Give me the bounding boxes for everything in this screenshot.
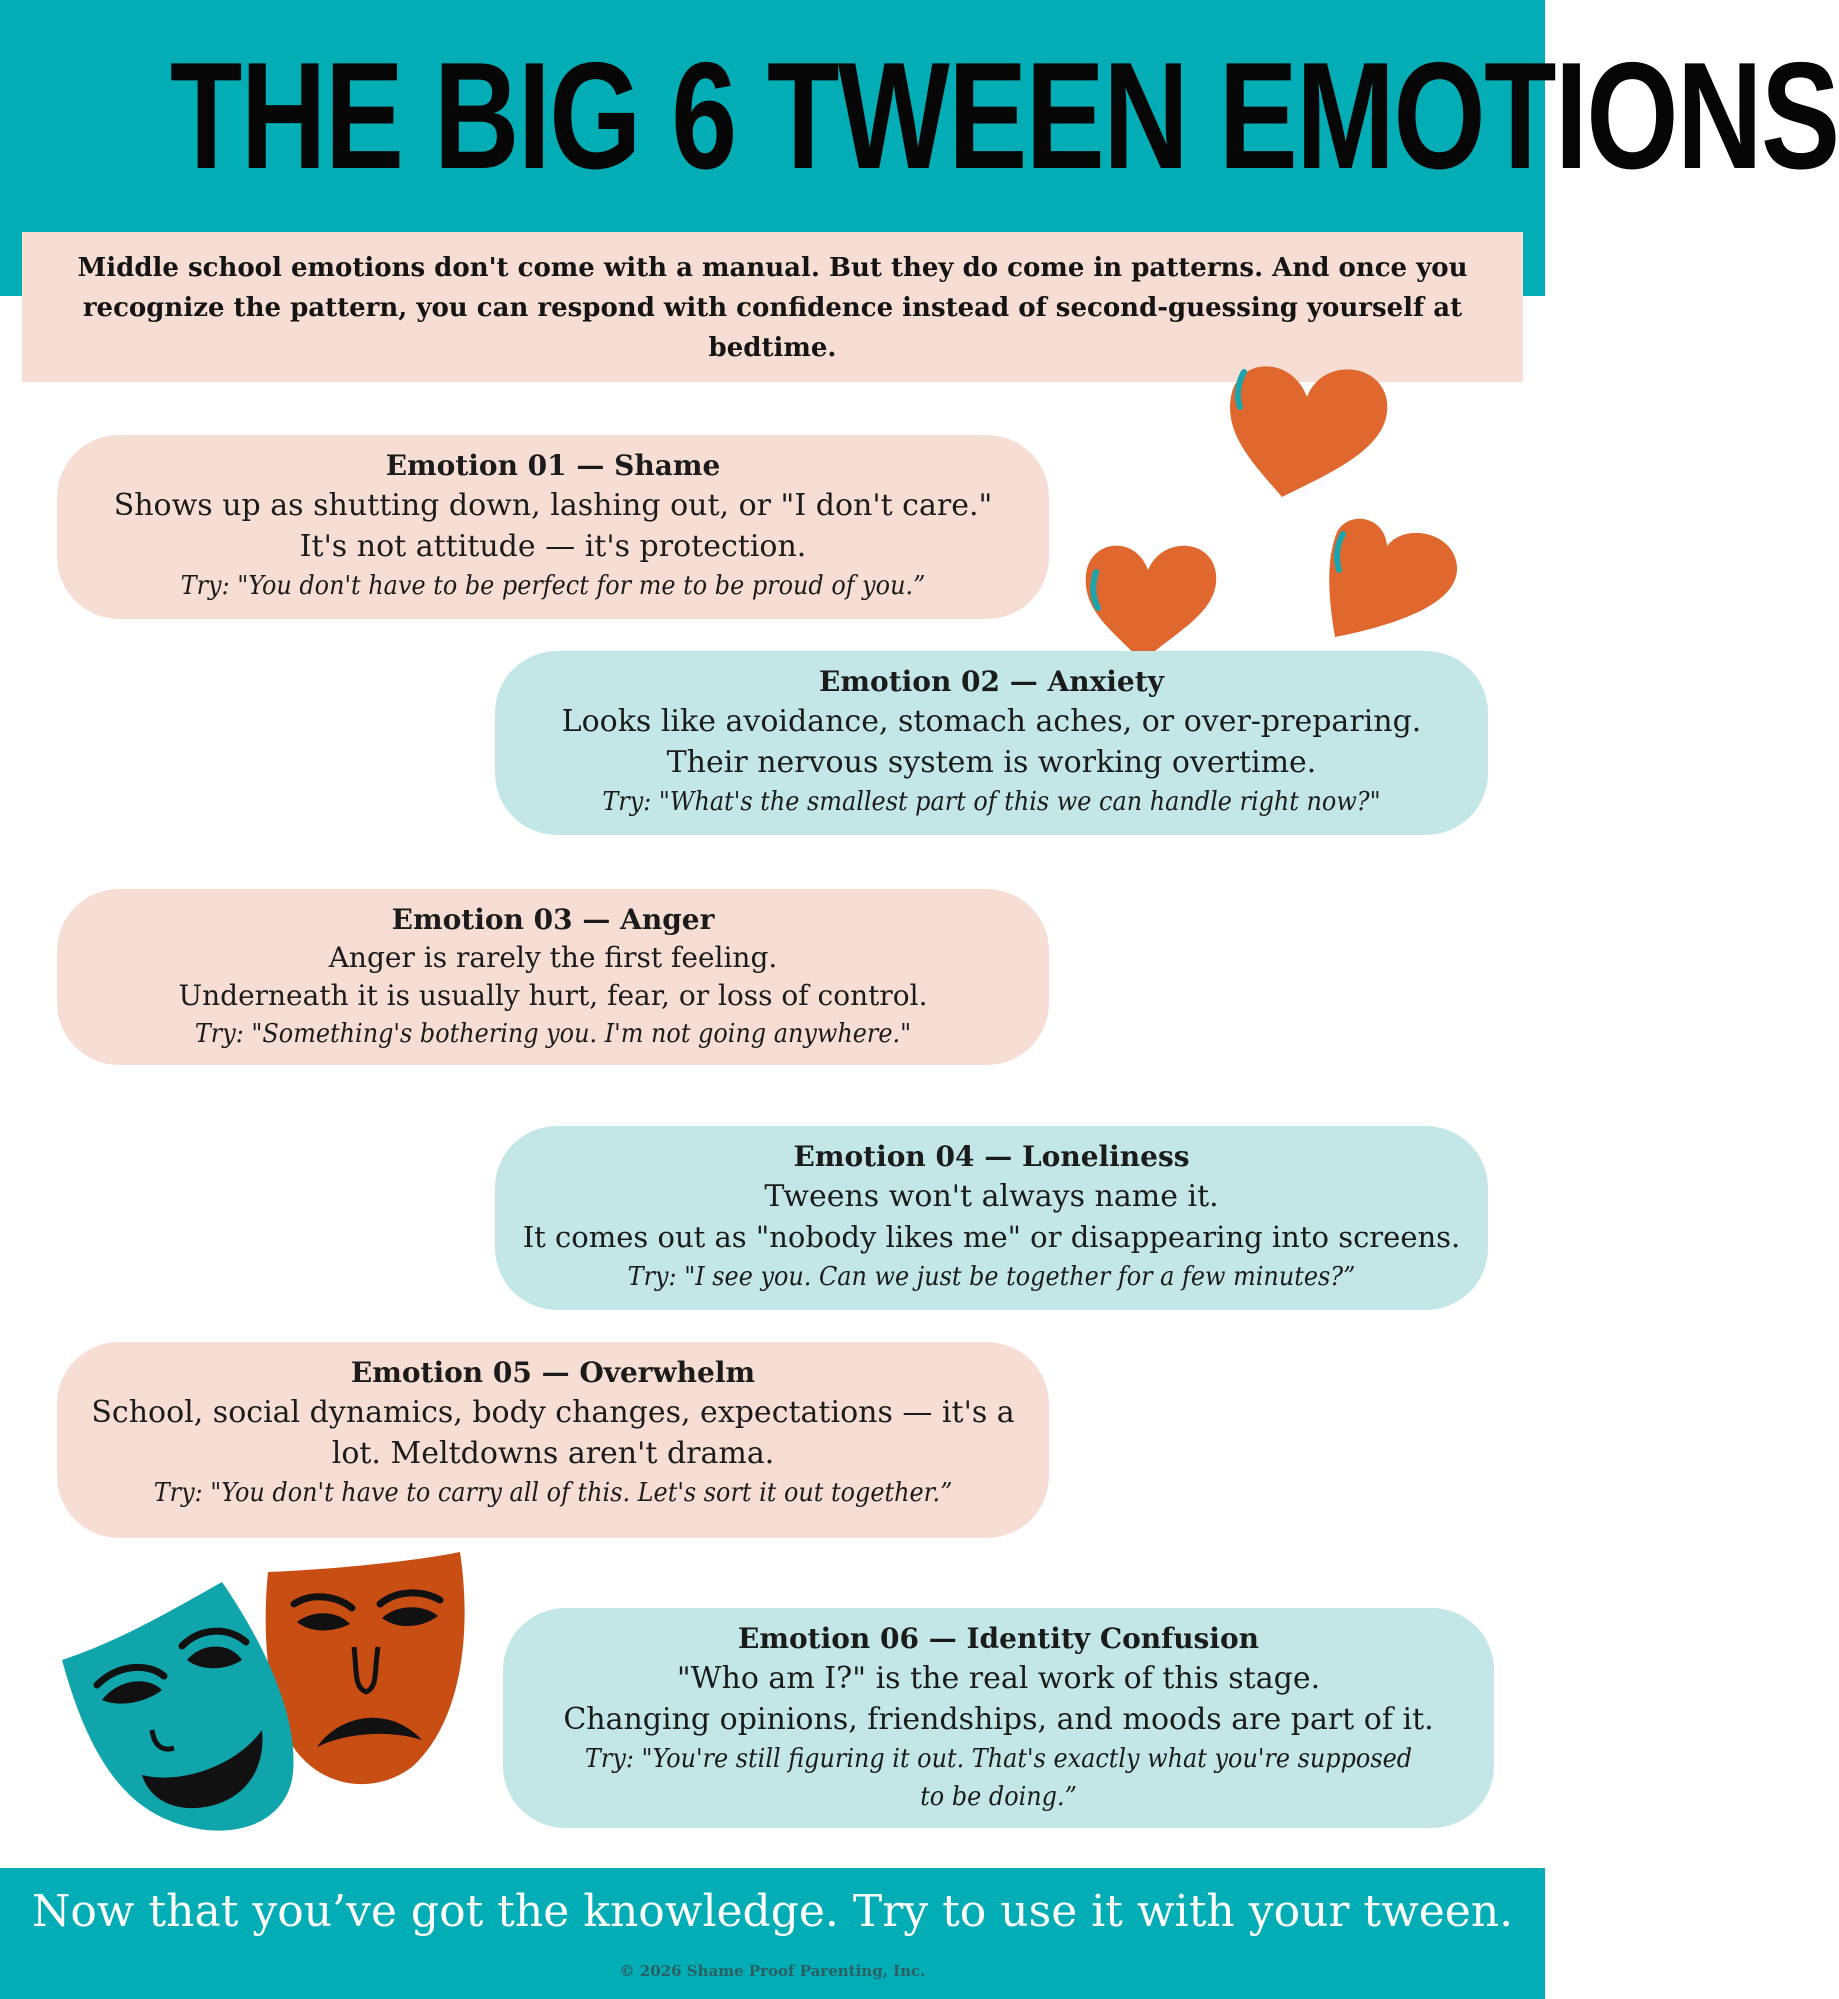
emotion-description-line: Shows up as shutting down, lashing out, or "I don't care." (113, 488, 993, 523)
emotion-description-line: Anger is rarely the first feeling. (328, 941, 778, 974)
emotion-card-06 (503, 1608, 1494, 1828)
heart-icon (1325, 512, 1460, 640)
emotion-heading: Emotion 05 — Overwhelm (350, 1356, 756, 1389)
emotion-heading: Emotion 06 — Identity Confusion (738, 1622, 1259, 1655)
heart-icon (1080, 532, 1220, 664)
emotion-heading: Emotion 04 — Loneliness (793, 1140, 1190, 1173)
intro-text: Middle school emotions don't come with a manual. But they do come in patterns. And once you recognize the pattern, you can respond with confidence instead of second-guessing yourself at bedtime. (22, 232, 1523, 382)
emotion-description-line: Their nervous system is working overtime. (666, 745, 1317, 780)
emotion-card-04 (495, 1126, 1488, 1310)
heart-icon (1222, 352, 1392, 500)
comedy-mask-icon (62, 1580, 302, 1835)
emotion-card-01 (57, 435, 1049, 619)
emotion-try-phrase: Try: "Something's bothering you. I'm not going anywhere." (194, 1019, 912, 1049)
emotion-try-phrase: Try: "What's the smallest part of this we can handle right now?" (602, 787, 1381, 817)
emotion-card-03 (57, 889, 1049, 1065)
emotion-try-phrase: Try: "You're still figuring it out. That's exactly what you're supposed to be doing.” (584, 1744, 1413, 1812)
emotion-heading: Emotion 02 — Anxiety (819, 665, 1164, 698)
emotion-description-line: It comes out as "nobody likes me" or disappearing into screens. (522, 1220, 1461, 1254)
footer-message: Now that you’ve got the knowledge. Try to use it with your tween. (31, 1886, 1514, 1937)
emotion-description-line: School, social dynamics, body changes, expectations — it's a (91, 1395, 1015, 1430)
emotion-description-line: "Who am I?" is the real work of this stage. (676, 1661, 1321, 1696)
emotion-description-line: Underneath it is usually hurt, fear, or loss of control. (178, 979, 928, 1012)
emotion-description-line: Changing opinions, friendships, and moods are part of it. (563, 1702, 1434, 1737)
page-title: THE BIG 6 TWEEN EMOTIONS (169, 31, 1839, 201)
emotion-description-line: Looks like avoidance, stomach aches, or over-preparing. (561, 704, 1422, 739)
emotion-try-phrase: Try: "I see you. Can we just be together for a few minutes?” (627, 1262, 1356, 1292)
emotion-heading: Emotion 01 — Shame (385, 449, 721, 482)
emotion-card-02 (495, 651, 1488, 835)
emotion-description-line: lot. Meltdowns aren't drama. (331, 1436, 775, 1471)
footer-band (0, 1868, 1545, 1999)
emotion-description-line: Tweens won't always name it. (764, 1179, 1219, 1214)
copyright-text: © 2026 Shame Proof Parenting, Inc. (619, 1962, 926, 1980)
emotion-description-line: It's not attitude — it's protection. (299, 529, 807, 564)
emotion-heading: Emotion 03 — Anger (391, 903, 715, 936)
emotion-try-phrase: Try: "You don't have to carry all of this. Let's sort it out together.” (153, 1478, 953, 1508)
emotion-card-05 (57, 1342, 1049, 1538)
emotion-try-phrase: Try: "You don't have to be perfect for me to be proud of you.” (180, 571, 926, 601)
